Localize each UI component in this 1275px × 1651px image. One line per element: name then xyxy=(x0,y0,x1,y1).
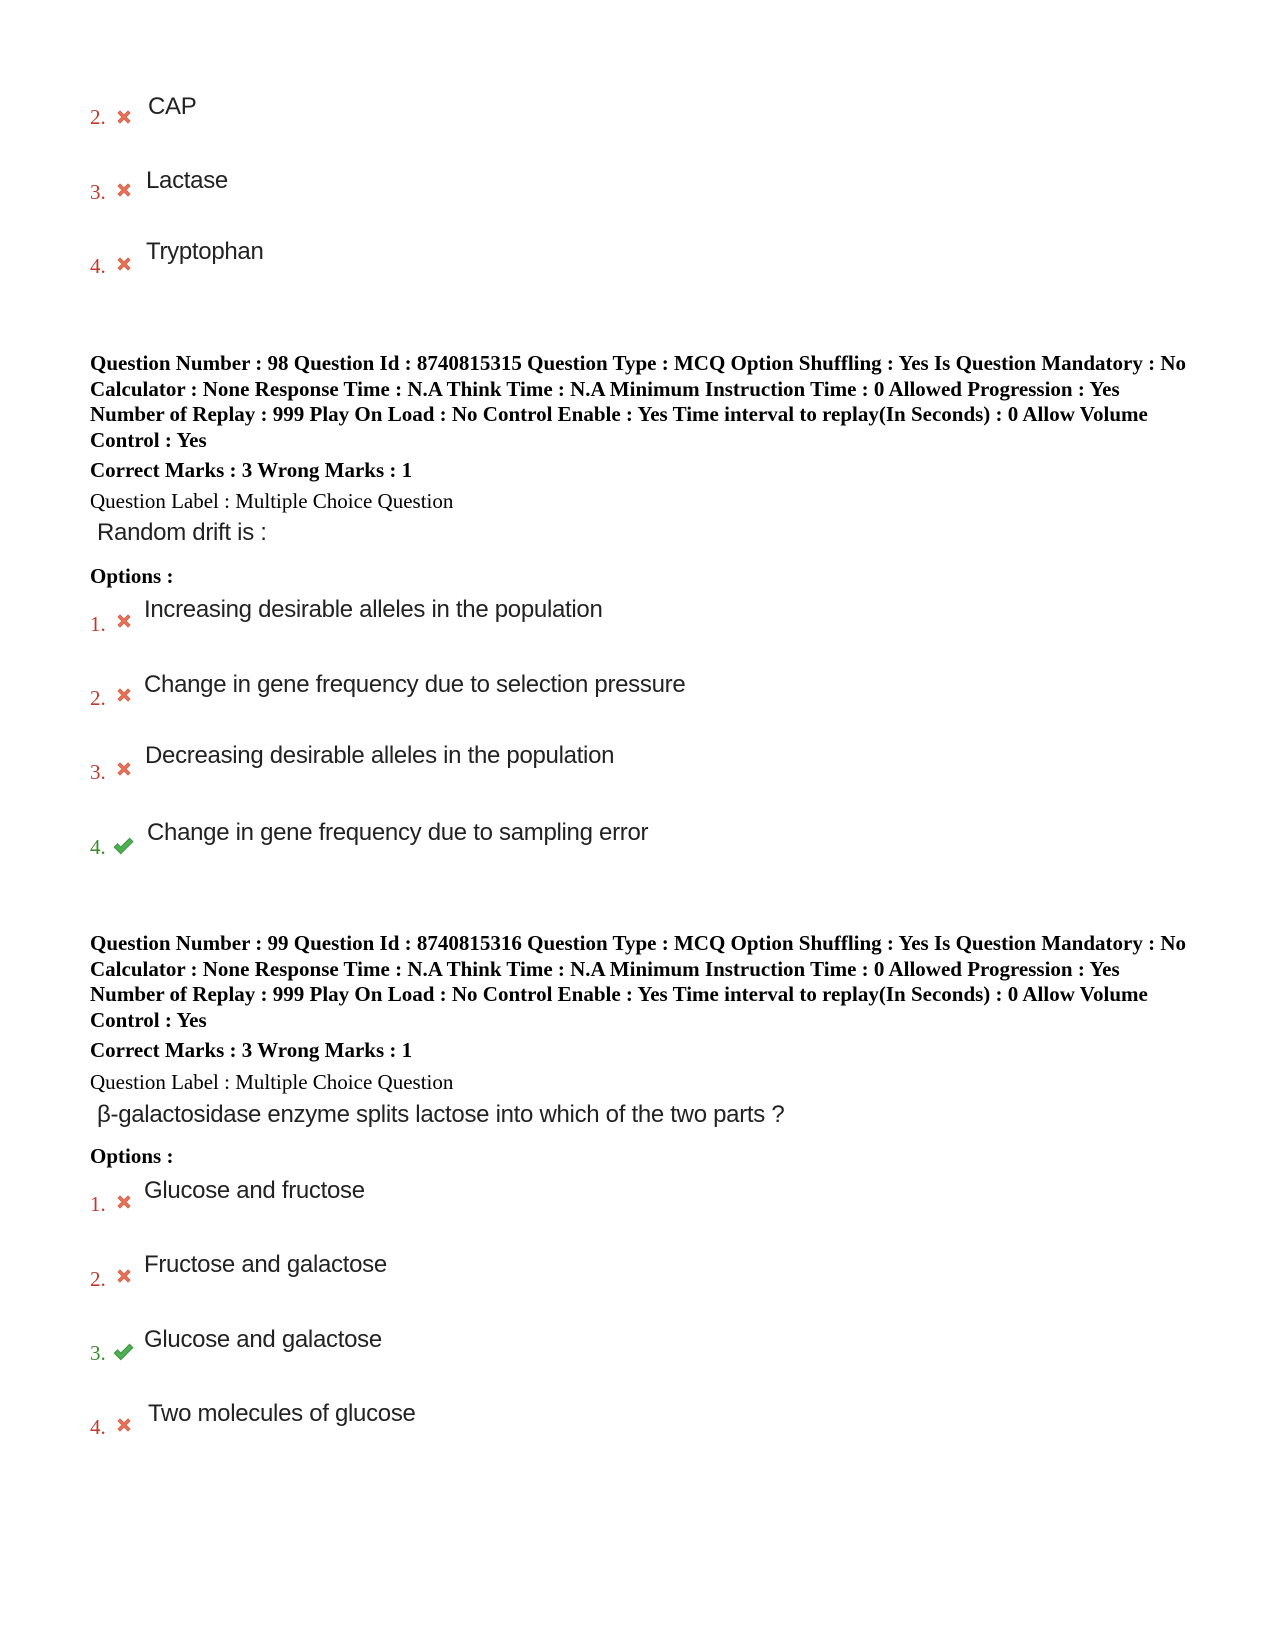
options-heading: Options : xyxy=(90,1144,174,1168)
question-marks: Correct Marks : 3 Wrong Marks : 1 xyxy=(90,458,413,482)
question-meta: Question Number : 99 Question Id : 8740815316 Question Type : MCQ Option Shuffling : Yes Is Question Mandatory : No Calculator : None Response Time : N.A Think Time : N.A Minimum Instruction Time : 0 Allowed Progression : Yes Number of Replay : 999 Play On Load : No Control Enable : Yes Time interval to replay(In Seconds) : 0 Allow Volume Control : Yes xyxy=(90,931,1186,1032)
option-text: Tryptophan xyxy=(146,238,264,265)
option-number: 2. xyxy=(90,686,106,710)
cross-icon xyxy=(114,1266,134,1286)
cross-icon xyxy=(114,611,134,631)
option-text: Two molecules of glucose xyxy=(148,1400,416,1427)
option-text: Fructose and galactose xyxy=(144,1251,387,1278)
option-text: Lactase xyxy=(146,167,228,194)
cross-icon xyxy=(114,1415,134,1435)
option-number: 4. xyxy=(90,835,106,859)
option-text: Increasing desirable alleles in the population xyxy=(144,596,603,623)
option-number: 3. xyxy=(90,1341,106,1365)
option-text: Decreasing desirable alleles in the population xyxy=(145,742,615,769)
question-text: β-galactosidase enzyme splits lactose into which of the two parts ? xyxy=(97,1101,785,1128)
option-number: 4. xyxy=(90,254,106,278)
option-number: 3. xyxy=(90,760,106,784)
cross-icon xyxy=(114,180,134,200)
cross-icon xyxy=(114,759,134,779)
option-number: 1. xyxy=(90,612,106,636)
option-number: 4. xyxy=(90,1415,106,1439)
option-number: 1. xyxy=(90,1192,106,1216)
question-text: Random drift is : xyxy=(97,519,267,546)
question-label: Question Label : Multiple Choice Question xyxy=(90,489,454,513)
cross-icon xyxy=(114,1192,134,1212)
cross-icon xyxy=(114,685,134,705)
question-marks: Correct Marks : 3 Wrong Marks : 1 xyxy=(90,1038,413,1062)
options-heading: Options : xyxy=(90,564,174,588)
question-label: Question Label : Multiple Choice Question xyxy=(90,1070,454,1094)
check-icon xyxy=(112,1341,134,1363)
check-icon xyxy=(112,835,134,857)
option-text: CAP xyxy=(148,93,197,120)
option-text: Change in gene frequency due to selection pressure xyxy=(144,671,686,698)
option-number: 2. xyxy=(90,105,106,129)
option-text: Glucose and galactose xyxy=(144,1326,382,1353)
question-meta: Question Number : 98 Question Id : 8740815315 Question Type : MCQ Option Shuffling : Yes Is Question Mandatory : No Calculator : None Response Time : N.A Think Time : N.A Minimum Instruction Time : 0 Allowed Progression : Yes Number of Replay : 999 Play On Load : No Control Enable : Yes Time interval to replay(In Seconds) : 0 Allow Volume Control : Yes xyxy=(90,351,1186,452)
option-text: Change in gene frequency due to sampling error xyxy=(147,819,649,846)
cross-icon xyxy=(114,107,134,127)
option-number: 2. xyxy=(90,1267,106,1291)
option-text: Glucose and fructose xyxy=(144,1177,365,1204)
option-number: 3. xyxy=(90,180,106,204)
cross-icon xyxy=(114,254,134,274)
